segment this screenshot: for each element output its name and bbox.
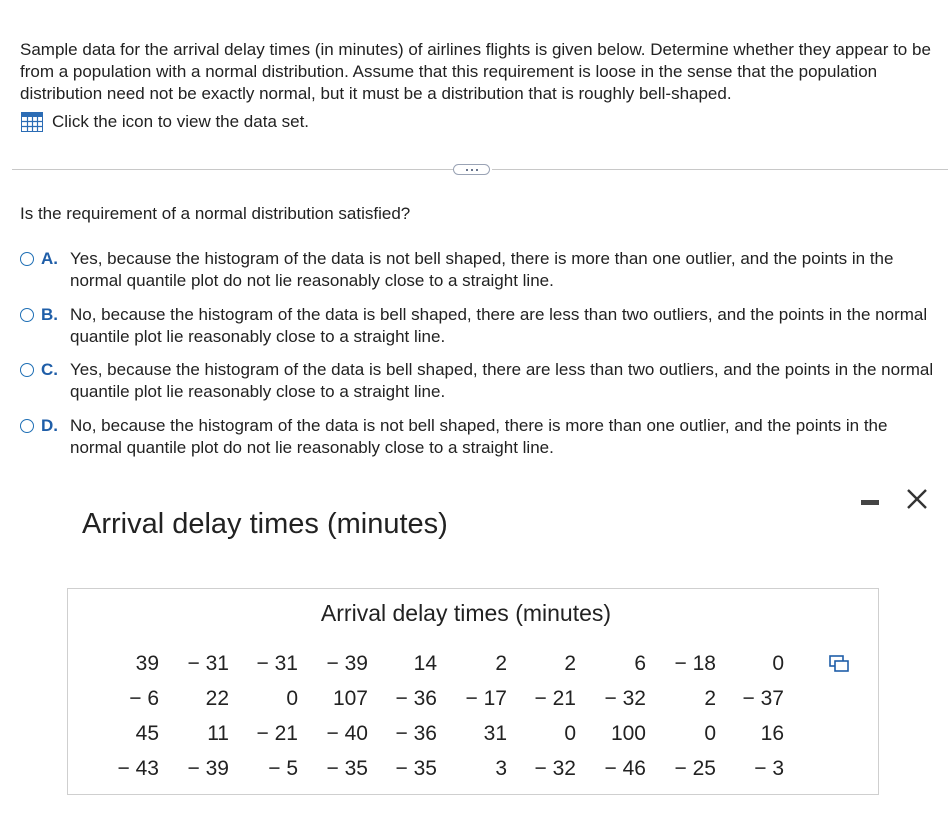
option-b-letter: B. xyxy=(41,305,58,324)
table-row xyxy=(109,751,784,786)
table-cell: 6 xyxy=(634,651,646,675)
option-c[interactable] xyxy=(20,359,940,403)
table-cell: − 6 xyxy=(129,686,159,710)
option-d-text: No, because the histogram of the data is not bell shaped, there is more than one outlier, and the points in the normal quantile plot do not lie reasonably close to a straight line. xyxy=(70,416,888,457)
table-cell: − 35 xyxy=(395,756,437,780)
table-cell: 31 xyxy=(483,721,507,745)
option-a-letter: A. xyxy=(41,249,58,268)
table-cell: − 25 xyxy=(674,756,716,780)
minimize-button[interactable] xyxy=(859,495,881,509)
table-cell: − 36 xyxy=(395,721,437,745)
table-cell: − 32 xyxy=(604,686,646,710)
table-cell: − 21 xyxy=(534,686,576,710)
ellipsis-icon xyxy=(476,169,478,171)
table-cell: − 46 xyxy=(604,756,646,780)
table-cell: 0 xyxy=(704,721,716,745)
data-table-container xyxy=(67,588,879,795)
question-prompt: Is the requirement of a normal distribution satisfied? xyxy=(20,204,411,223)
table-cell: − 18 xyxy=(674,651,716,675)
table-cell: − 43 xyxy=(117,756,159,780)
table-cell: − 36 xyxy=(395,686,437,710)
view-dataset-link[interactable] xyxy=(21,111,309,133)
table-row xyxy=(109,716,784,751)
table-cell: 0 xyxy=(772,651,784,675)
question-text: Sample data for the arrival delay times (in minutes) of airlines flights is given below. Determine whether they appear to be from a population with a normal distribution. Assume that this requirement is loose in the sense that the population distribution need not be exactly normal, but it must be a distribution that is roughly bell-shaped. xyxy=(20,40,931,103)
table-cell: 100 xyxy=(610,721,646,745)
radio-option-c[interactable] xyxy=(20,363,34,377)
table-cell: 22 xyxy=(205,686,229,710)
table-cell: 107 xyxy=(332,686,368,710)
table-cell: − 40 xyxy=(326,721,368,745)
radio-option-b[interactable] xyxy=(20,308,34,322)
copy-icon[interactable] xyxy=(829,655,849,673)
table-cell: − 35 xyxy=(326,756,368,780)
table-cell: 16 xyxy=(760,721,784,745)
table-cell: − 5 xyxy=(268,756,298,780)
table-cell: 39 xyxy=(135,651,159,675)
option-b-text: No, because the histogram of the data is bell shaped, there are less than two outliers, and the points in the normal quantile plot lie reasonably close to a straight line. xyxy=(70,305,928,346)
table-cell: 2 xyxy=(495,651,507,675)
option-a[interactable] xyxy=(20,248,940,292)
radio-option-d[interactable] xyxy=(20,419,34,433)
option-a-text: Yes, because the histogram of the data is not bell shaped, there is more than one outlier, and the points in the normal quantile plot do not lie reasonably close to a straight line. xyxy=(70,249,894,290)
option-d[interactable] xyxy=(20,415,940,459)
table-cell: − 17 xyxy=(465,686,507,710)
table-cell: 2 xyxy=(564,651,576,675)
view-dataset-label[interactable]: Click the icon to view the data set. xyxy=(52,112,310,131)
table-cell: 3 xyxy=(495,756,507,780)
option-c-letter: C. xyxy=(41,360,58,379)
minimize-icon xyxy=(861,500,879,505)
table-cell: − 3 xyxy=(754,756,784,780)
section-divider-right xyxy=(492,169,948,170)
table-cell: − 21 xyxy=(256,721,298,745)
table-cell: 14 xyxy=(413,651,437,675)
table-cell: − 31 xyxy=(256,651,298,675)
data-window-title: Arrival delay times (minutes) xyxy=(82,508,448,540)
table-cell: 11 xyxy=(207,721,229,745)
table-cell: − 37 xyxy=(742,686,784,710)
section-divider-left xyxy=(12,169,453,170)
table-cell: 45 xyxy=(135,721,159,745)
table-row xyxy=(109,681,784,716)
table-row xyxy=(109,646,784,681)
table-cell: 2 xyxy=(704,686,716,710)
option-d-letter: D. xyxy=(41,416,58,435)
data-table-caption: Arrival delay times (minutes) xyxy=(320,600,612,626)
close-icon[interactable] xyxy=(905,487,929,511)
table-cell: − 32 xyxy=(534,756,576,780)
table-cell: − 39 xyxy=(187,756,229,780)
ellipsis-icon xyxy=(466,169,468,171)
table-cell: 0 xyxy=(564,721,576,745)
option-c-text: Yes, because the histogram of the data is bell shaped, there are less than two outliers, and the points in the normal quantile plot lie reasonably close to a straight line. xyxy=(70,360,934,401)
data-table xyxy=(109,646,784,786)
option-b[interactable] xyxy=(20,304,940,348)
table-cell: − 39 xyxy=(326,651,368,675)
expand-more-button[interactable] xyxy=(453,164,490,175)
radio-option-a[interactable] xyxy=(20,252,34,266)
table-grid-icon[interactable] xyxy=(21,112,43,132)
ellipsis-icon xyxy=(471,169,473,171)
table-cell: − 31 xyxy=(187,651,229,675)
table-cell: 0 xyxy=(286,686,298,710)
